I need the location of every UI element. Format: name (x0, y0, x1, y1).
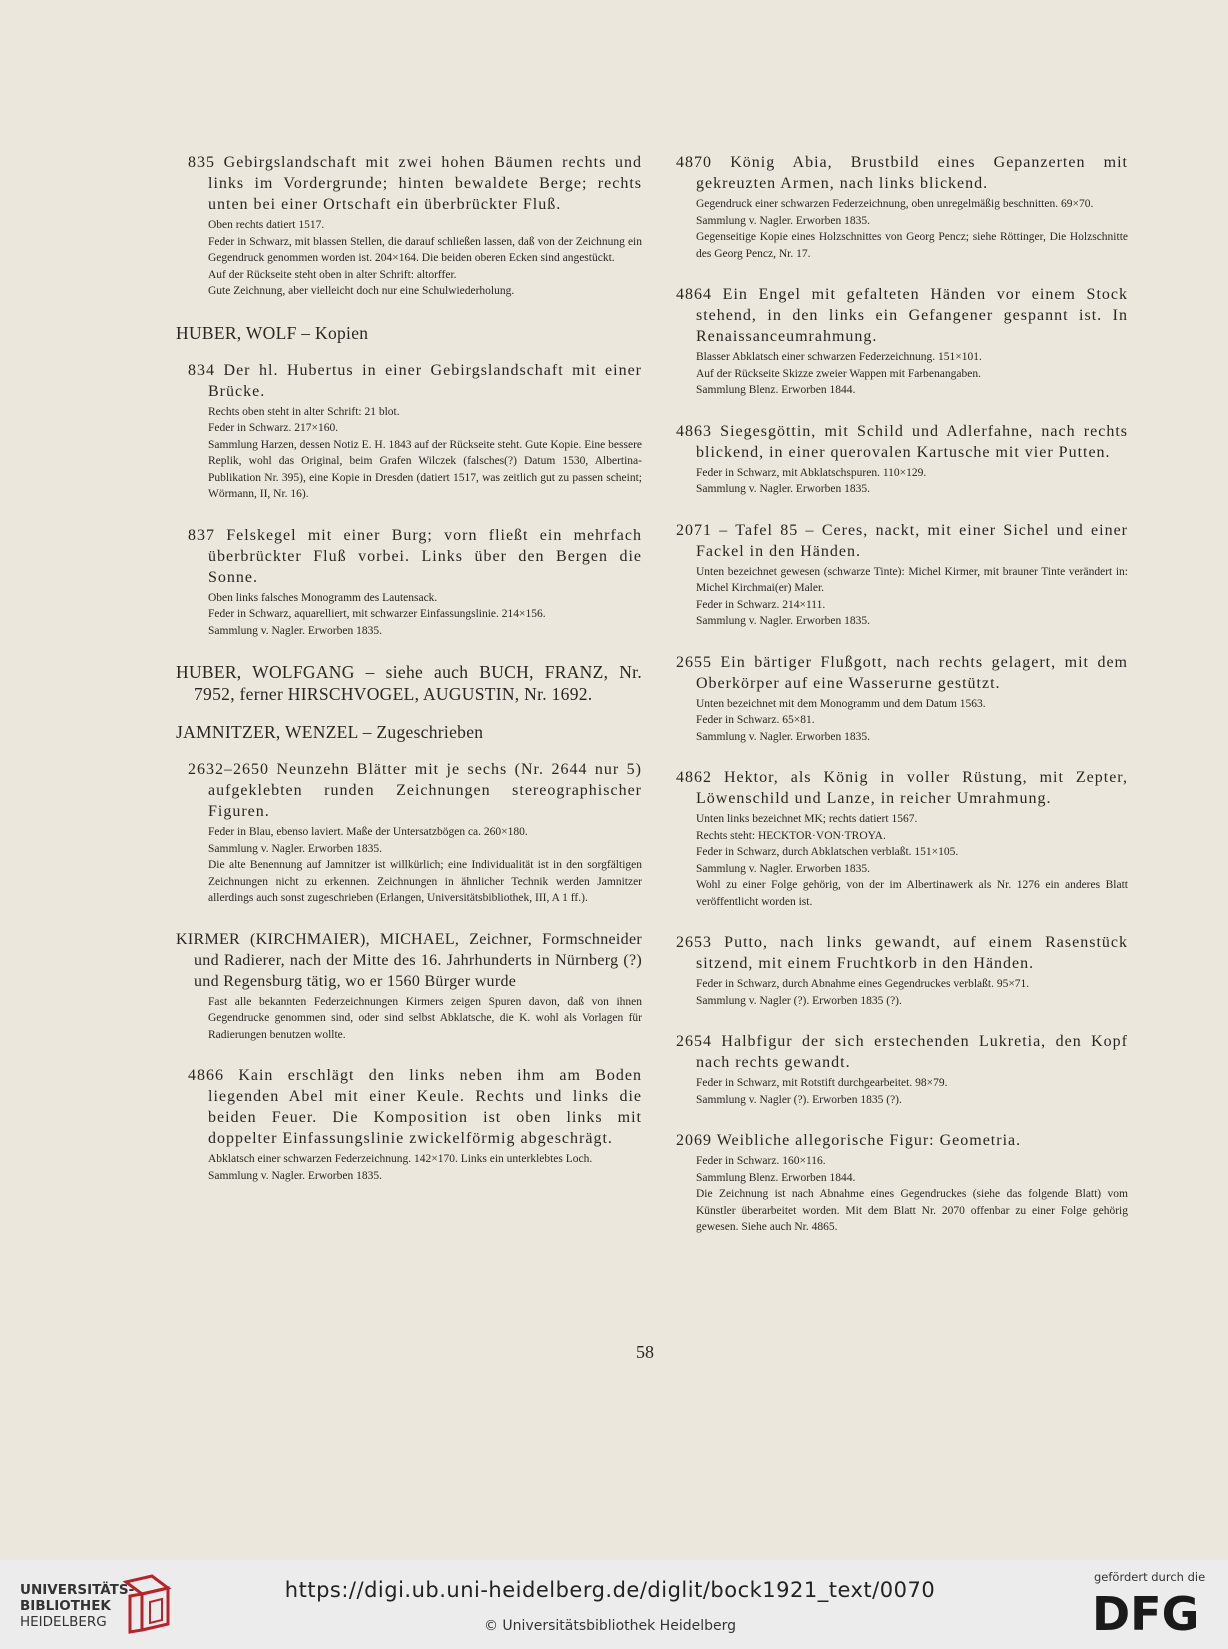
entry-note: Sammlung Harzen, dessen Notiz E. H. 1843 auf der Rückseite steht. Gute Kopie. Eine bessere Replik, wohl das Original, beim Grafen Wilczek (falsches(?) Datum 1530, Albertina-Publikation Nr. 395), eine Kopie in Dresden (datiert 1517, was zeitlich gut zu passen scheint; Wörmann, II, Nr. 16). (208, 438, 643, 500)
entry-heading: 2632–2650 Neunzehn Blätter mit je sechs (Nr. 2644 nur 5) aufgeklebten runden Zeichnungen stereographischer Figuren. (188, 761, 642, 820)
entry-note: Feder in Schwarz. 217×160. (208, 422, 339, 434)
permalink-url[interactable]: https://digi.ub.uni-heidelberg.de/diglit/bock1921_text/0070 (284, 1578, 936, 1602)
entry-note: Sammlung v. Nagler. Erworben 1835. (696, 214, 870, 227)
entry-note: Feder in Schwarz. 65×81. (696, 714, 815, 726)
copyright-notice: © Universitätsbibliothek Heidelberg (483, 1618, 736, 1634)
artist-section-heading: KIRMER (KIRCHMAIER), MICHAEL, Zeichner, Formschneider und Radierer, nach der Mitte des 16. Jahrhunderts in Nürnberg (?) und Regensburg tätig, wo er 1560 Bürger wurde (176, 930, 642, 990)
entry-note: Feder in Schwarz, mit Abklatschspuren. 110×129. (696, 466, 927, 479)
entry-note: Sammlung v. Nagler (?). Erworben 1835 (?). (696, 994, 902, 1007)
entry-heading: 4864 Ein Engel mit gefalteten Händen vor einem Stock stehend, in den links ein Gefangener gespannt ist. In Renaissanceumrahmung. (676, 286, 1128, 345)
entry-note: Feder in Schwarz. 214×111. (696, 598, 826, 611)
catalog-entry (676, 1031, 1128, 1108)
library-logo-text[interactable] (20, 1582, 134, 1630)
entry-note: Rechts steht: HECKTOR·VON·TROYA. (696, 829, 886, 842)
logo-line: UNIVERSITÄTS- (20, 1582, 135, 1598)
entry-note: Feder in Blau, ebenso laviert. Maße der Untersatzbögen ca. 260×180. (208, 826, 528, 838)
catalog-entry (176, 525, 642, 640)
artist-note: Fast alle bekannten Federzeichnungen Kirmers zeigen Spuren davon, daß von ihnen Gegendrucke genommen sind, oder sind selbst Abklatsche, die K. wohl als Vorlagen für Radierungen benutzen wollte. (208, 995, 642, 1041)
catalog-entry (176, 360, 642, 503)
catalog-entry (676, 932, 1128, 1009)
artist-section-heading: JAMNITZER, WENZEL – Zugeschrieben (176, 722, 484, 742)
entry-note: Sammlung v. Nagler. Erworben 1835. (208, 624, 382, 637)
entry-note: Sammlung v. Nagler. Erworben 1835. (208, 1169, 382, 1182)
entry-note: Feder in Schwarz, durch Abklatschen verblaßt. 151×105. (696, 846, 959, 858)
entry-note: Feder in Schwarz. 160×116. (696, 1155, 826, 1167)
entry-heading: 2653 Putto, nach links gewandt, auf einem Rasenstück sitzend, mit einem Fruchtkorb in den Händen. (676, 934, 1128, 972)
catalog-entry (676, 520, 1128, 630)
entry-heading: 4862 Hektor, als König in voller Rüstung, mit Zepter, Löwenschild und Lanze, in reicher Umrahmung. (676, 769, 1128, 807)
entry-note: Auf der Rückseite steht oben in alter Schrift: altorffer. (208, 268, 457, 281)
library-logo-icon[interactable] (122, 1572, 172, 1636)
entry-heading: 2071 – Tafel 85 – Ceres, nackt, mit einer Sichel und einer Fackel in den Händen. (676, 521, 1128, 560)
entry-heading: 834 Der hl. Hubertus in einer Gebirgslandschaft mit einer Brücke. (188, 361, 642, 400)
catalog-entry (676, 284, 1128, 399)
dfg-logo-icon[interactable] (1090, 1588, 1210, 1636)
artist-biography (176, 929, 642, 1044)
catalog-entry (176, 1065, 642, 1184)
entry-note: Feder in Schwarz, durch Abnahme eines Gegendruckes verblaßt. 95×71. (696, 978, 1030, 990)
entry-note: Blasser Abklatsch einer schwarzen Federzeichnung. 151×101. (696, 351, 982, 363)
entry-note: Die Zeichnung ist nach Abnahme eines Gegendruckes (siehe das folgende Blatt) vom Künstler überarbeitet worden. Mit dem Blatt Nr. 2070 offenbar zu einer Folge gehörig gewesen. Siehe auch Nr. 4865. (696, 1188, 1128, 1233)
catalog-entry (676, 152, 1128, 262)
artist-section-heading: HUBER, WOLFGANG – siehe auch BUCH, FRANZ, Nr. 7952, ferner HIRSCHVOGEL, AUGUSTIN, Nr. 1692. (176, 662, 642, 704)
entry-note: Oben rechts datiert 1517. (208, 219, 325, 231)
artist-section-heading: HUBER, WOLF – Kopien (176, 322, 369, 343)
entry-heading: 2655 Ein bärtiger Flußgott, nach rechts gelagert, mit dem Oberkörper auf eine Wasserurne gestützt. (676, 653, 1128, 692)
entry-heading: 2654 Halbfigur der sich erstechenden Lukretia, den Kopf nach rechts gewandt. (676, 1033, 1128, 1071)
funder-label: gefördert durch die (1094, 1570, 1206, 1584)
catalog-entry (676, 1130, 1128, 1236)
entry-note: Wohl zu einer Folge gehörig, von der im Albertinawerk als Nr. 1276 ein anderes Blatt veröffentlicht worden ist. (696, 879, 1128, 908)
left-column (176, 152, 642, 1206)
right-column (676, 152, 1128, 1258)
entry-note: Gegendruck einer schwarzen Federzeichnung, oben unregelmäßig beschnitten. 69×70. (696, 198, 1094, 210)
catalog-entry (676, 421, 1128, 498)
entry-note: Sammlung v. Nagler. Erworben 1835. (696, 615, 870, 627)
page-number: 58 (636, 1342, 654, 1362)
entry-note: Sammlung Blenz. Erworben 1844. (696, 1171, 856, 1184)
catalog-entry (676, 652, 1128, 746)
entry-note: Gegenseitige Kopie eines Holzschnittes von Georg Pencz; siehe Röttinger, Die Holzschnitte des Georg Pencz, Nr. 17. (696, 231, 1128, 260)
entry-note: Auf der Rückseite Skizze zweier Wappen mit Farbenangaben. (696, 367, 981, 380)
entry-heading: 835 Gebirgslandschaft mit zwei hohen Bäumen rechts und links im Vordergrunde; hinten bewaldete Berge; rechts unten bei einer Ortschaft ein überbrückter Fluß. (188, 154, 642, 213)
catalog-entry (176, 759, 642, 907)
entry-note: Sammlung Blenz. Erworben 1844. (696, 384, 856, 396)
entry-note: Unten links bezeichnet MK; rechts datiert 1567. (696, 813, 918, 825)
entry-note: Sammlung v. Nagler. Erworben 1835. (696, 483, 870, 495)
catalog-entry (176, 152, 642, 300)
entry-note: Gute Zeichnung, aber vielleicht doch nur eine Schulwiederholung. (208, 285, 515, 297)
entry-heading: 4866 Kain erschlägt den links neben ihm am Boden liegenden Abel mit einer Keule. Rechts und links die beiden Feuer. Die Komposition ist oben links mit doppelter Einfassungslinie zwickelförmig abgeschrägt. (188, 1067, 642, 1147)
entry-note: Sammlung v. Nagler (?). Erworben 1835 (?). (696, 1093, 902, 1106)
entry-note: Sammlung v. Nagler. Erworben 1835. (696, 862, 870, 875)
logo-line: HEIDELBERG (20, 1614, 107, 1630)
entry-note: Abklatsch einer schwarzen Federzeichnung. 142×170. Links ein unterklebtes Loch. (208, 1153, 593, 1165)
viewer-footer (0, 1560, 1228, 1649)
entry-note: Unten bezeichnet gewesen (schwarze Tinte): Michel Kirmer, mit brauner Tinte verändert in: Michel Kirchmai(er) Maler. (696, 565, 1128, 594)
entry-note: Feder in Schwarz, mit Rotstift durchgearbeitet. 98×79. (696, 1077, 948, 1089)
entry-note: Oben links falsches Monogramm des Lautensack. (208, 591, 438, 604)
entry-note: Die alte Benennung auf Jamnitzer ist willkürlich; eine Individualität ist in den sorgfältigen Zeichnungen nicht zu erkennen. Zeichnungen in ähnlicher Technik werden Jamnitzer allerdings auch sonst zugeschrieben (Erlangen, Universitätsbibliothek, III, A 1 ff.). (208, 859, 642, 904)
entry-note: Sammlung v. Nagler. Erworben 1835. (696, 730, 870, 743)
entry-heading: 4870 König Abia, Brustbild eines Gepanzerten mit gekreuzten Armen, nach links blickend. (676, 154, 1128, 192)
entry-heading: 4863 Siegesgöttin, mit Schild und Adlerfahne, nach rechts blickend, in einer querovalen Kartusche mit vier Putten. (676, 422, 1128, 461)
entry-note: Rechts oben steht in alter Schrift: 21 blot. (208, 405, 400, 418)
entry-note: Feder in Schwarz, mit blassen Stellen, die darauf schließen lassen, daß von der Zeichnung ein Gegendruck genommen worden ist. 204×164. Die beiden oberen Ecken sind angestückt. (208, 235, 642, 264)
catalog-entry (676, 767, 1128, 910)
entry-note: Feder in Schwarz, aquarelliert, mit schwarzer Einfassungslinie. 214×156. (208, 608, 546, 620)
entry-heading: 837 Felskegel mit einer Burg; vorn fließt ein mehrfach überbrückter Fluß vorbei. Links über den Bergen die Sonne. (188, 526, 642, 586)
logo-line: BIBLIOTHEK (20, 1598, 111, 1614)
entry-heading: 2069 Weibliche allegorische Figur: Geometria. (676, 1132, 1022, 1149)
entry-note: Sammlung v. Nagler. Erworben 1835. (208, 842, 382, 855)
dfg-logo-text: DFG (1092, 1588, 1200, 1636)
entry-note: Unten bezeichnet mit dem Monogramm und dem Datum 1563. (696, 697, 986, 710)
